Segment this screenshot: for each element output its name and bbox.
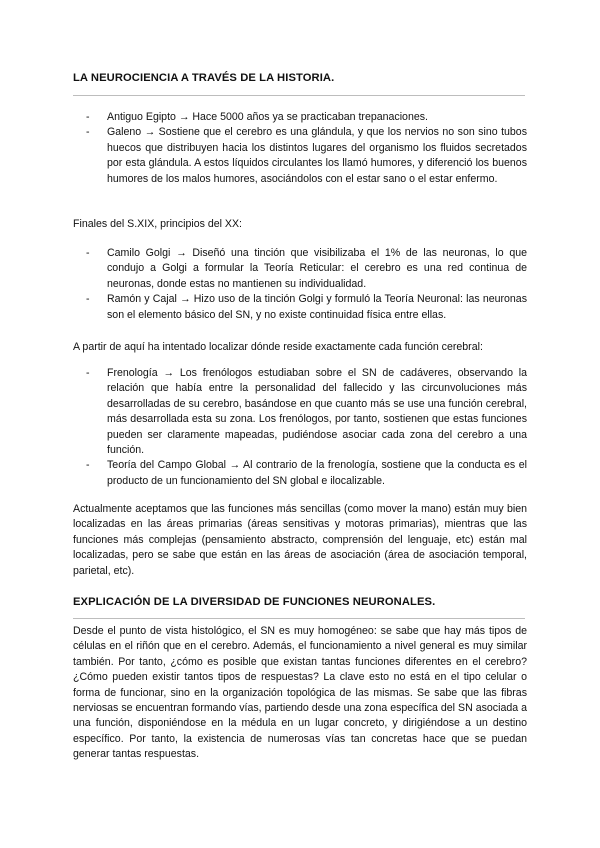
list-dash: - xyxy=(86,367,90,379)
list-item-text: Ramón y Cajal → Hizo uso de la tinción Golgi y formuló la Teoría Neuronal: las neuronas son el elemento básico del SN, y no existe continuidad física entre ellas. xyxy=(107,293,527,321)
history-golgi-cajal-list xyxy=(86,246,527,323)
list-item xyxy=(86,458,527,489)
list-item-text: Galeno → Sostiene que el cerebro es una glándula, y que los nervios no son sino tubos huecos que distribuyen hacia los distintos lugares del organismo los fluidos secretados por esta glándula. A estos líquidos circulantes los llamó humores, y diferenció los buenos humores de los malos humores, asociándolos con el estar sano o el estar enfermo. xyxy=(107,126,527,185)
list-item-text: Antiguo Egipto → Hace 5000 años ya se practicaban trepanaciones. xyxy=(107,111,428,123)
list-dash: - xyxy=(86,293,90,306)
localization-theories-list xyxy=(86,366,527,489)
list-item-text: Teoría del Campo Global → Al contrario de la frenología, sostiene que la conducta es el producto de un funcionamiento del SN global e ilocalizable. xyxy=(107,459,527,487)
list-item xyxy=(86,110,527,125)
title-underline-rule xyxy=(73,95,525,96)
diversity-body-paragraph: Desde el punto de vista histológico, el SN es muy homogéneo: se sabe que hay más tipos de células en el riñón que en el cerebro. Además, el funcionamiento a nivel general es muy similar también. Por tanto, ¿cómo es posible que existan tantas funciones diferentes en el cerebro? ¿Cómo pueden existir tantos tipos de respuestas? La clave esto no está en el tipo celular o forma de funcionar, sino en la organización topológica de las mismas. Se sabe que las fibras nerviosas se encuentran formando vías, partiendo desde una zona específica del SN asociada a una función, disponiéndose en la médula en un lugar concreto, y dirigiéndose a un destino específico. Por tanto, la existencia de numerosas vías tan concretas hace que se puedan generar tantas respuestas. xyxy=(73,625,527,761)
list-dash: - xyxy=(86,111,90,123)
intro-localization: A partir de aquí ha intentado localizar dónde reside exactamente cada función cerebral: xyxy=(73,341,483,353)
list-dash: - xyxy=(86,459,90,472)
intro-late-xix: Finales del S.XIX, principios del XX: xyxy=(73,218,242,230)
list-item-text: Frenología → Los frenólogos estudiaban sobre el SN de cadáveres, observando la relación que había entre la personalidad del fallecido y las circunvoluciones más desarrolladas de su cerebro, basándose en que cuanto más se use una función cerebral, más desarrollada esta su zona. Los frenólogos, por tanto, sostienen que estas funciones pueden ser claramente mapeadas, pudiéndose asociar cada zona del cerebro a una función. xyxy=(107,367,527,457)
list-dash: - xyxy=(86,126,90,139)
title-underline-rule xyxy=(73,618,525,619)
list-item xyxy=(86,125,527,187)
closing-paragraph: Actualmente aceptamos que las funciones más sencillas (como mover la mano) están muy bien localizadas en las áreas primarias (áreas sensitivas y motoras primarias), mientras que las funciones más complejas (pensamiento abstracto, comprensión del lenguaje, etc) están mal localizadas, pero se sabe que están en las áreas de asociación (área de asociación temporal, parietal, etc). xyxy=(73,503,527,577)
list-item-text: Camilo Golgi → Diseñó una tinción que visibilizaba el 1% de las neuronas, lo que condujo a Golgi a formular la Teoría Reticular: el cerebro es una red continua de neuronas, donde estas no mantienen su individualidad. xyxy=(107,247,527,290)
section-title-history: LA NEUROCIENCIA A TRAVÉS DE LA HISTORIA. xyxy=(73,72,335,84)
section-title-diversity: EXPLICACIÓN DE LA DIVERSIDAD DE FUNCIONES NEURONALES. xyxy=(73,596,436,608)
list-item xyxy=(86,366,527,458)
list-dash: - xyxy=(86,247,90,259)
list-item xyxy=(86,292,527,323)
list-item xyxy=(86,246,527,292)
history-ancient-list xyxy=(86,110,527,187)
